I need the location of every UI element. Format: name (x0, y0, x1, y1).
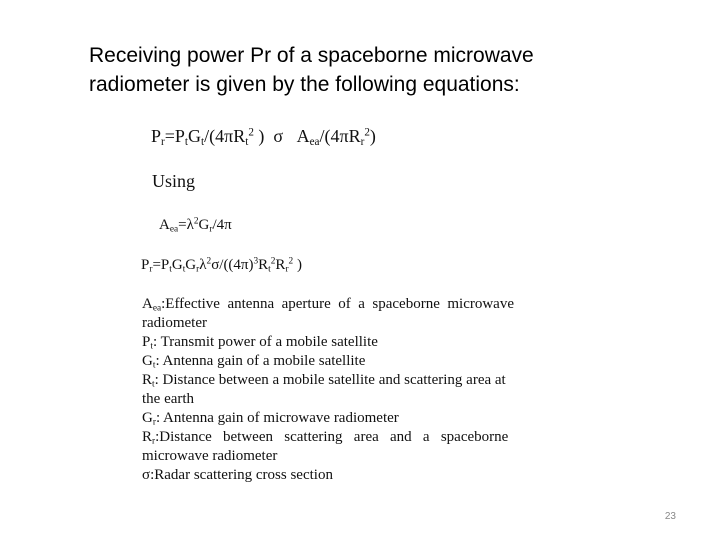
slide-title-line-1: Receiving power Pr of a spaceborne microwave (89, 44, 534, 67)
definition-rr: $R_r:Distance$ between scattering area and a spaceborne (142, 429, 509, 447)
slide-title-line-2: radiometer is given by the following equations: (89, 73, 520, 96)
radar-equation: $P_r=P_tG_tG_r\lambda^2\sigma/((4\pi)^3R_t^2R_r^2$ ) (141, 256, 302, 275)
definition-gr: $G_r$: Antenna gain of microwave radiometer (142, 410, 399, 428)
definition-aea: $A_{ea}:Effective$ antenna aperture of a spaceborne microwave (142, 296, 514, 314)
definition-pt: $P_t$: Transmit power of a mobile satellite (142, 334, 378, 352)
using-label: Using (152, 171, 196, 191)
equations-figure (138, 118, 548, 490)
definition-rt: $R_t$: Distance between a mobile satellite and scattering area at (142, 372, 506, 390)
page-number: 23 (664, 511, 676, 522)
definitions-list: $A_{ea}:Effective$ antenna aperture of a spaceborne microwave radiometer $P_t$: Transmit power of a mobile satellite $G_t$: Antenna gain of a mobile satellite $R_t$: Distance between a mobile satellite and scattering area at the earth $G_r$: Antenna gain of microwave radiometer $R_r:Distance$ between scattering area and a spaceborne microwave radiometer σ:Radar scattering cross section (142, 295, 544, 485)
received-power-equation: $P_r=P_tG_t/(4\pi R_t^2$ ) σ $A_{ea}/(4\pi R_r^2)$ (151, 126, 376, 148)
aperture-equation: $A_{ea}=\lambda^2G_r/4\pi$ (159, 216, 232, 235)
slide-title (89, 41, 649, 99)
definition-sigma: σ:Radar scattering cross section (142, 467, 333, 483)
definition-gt: $G_t$: Antenna gain of a mobile satellite (142, 353, 366, 371)
